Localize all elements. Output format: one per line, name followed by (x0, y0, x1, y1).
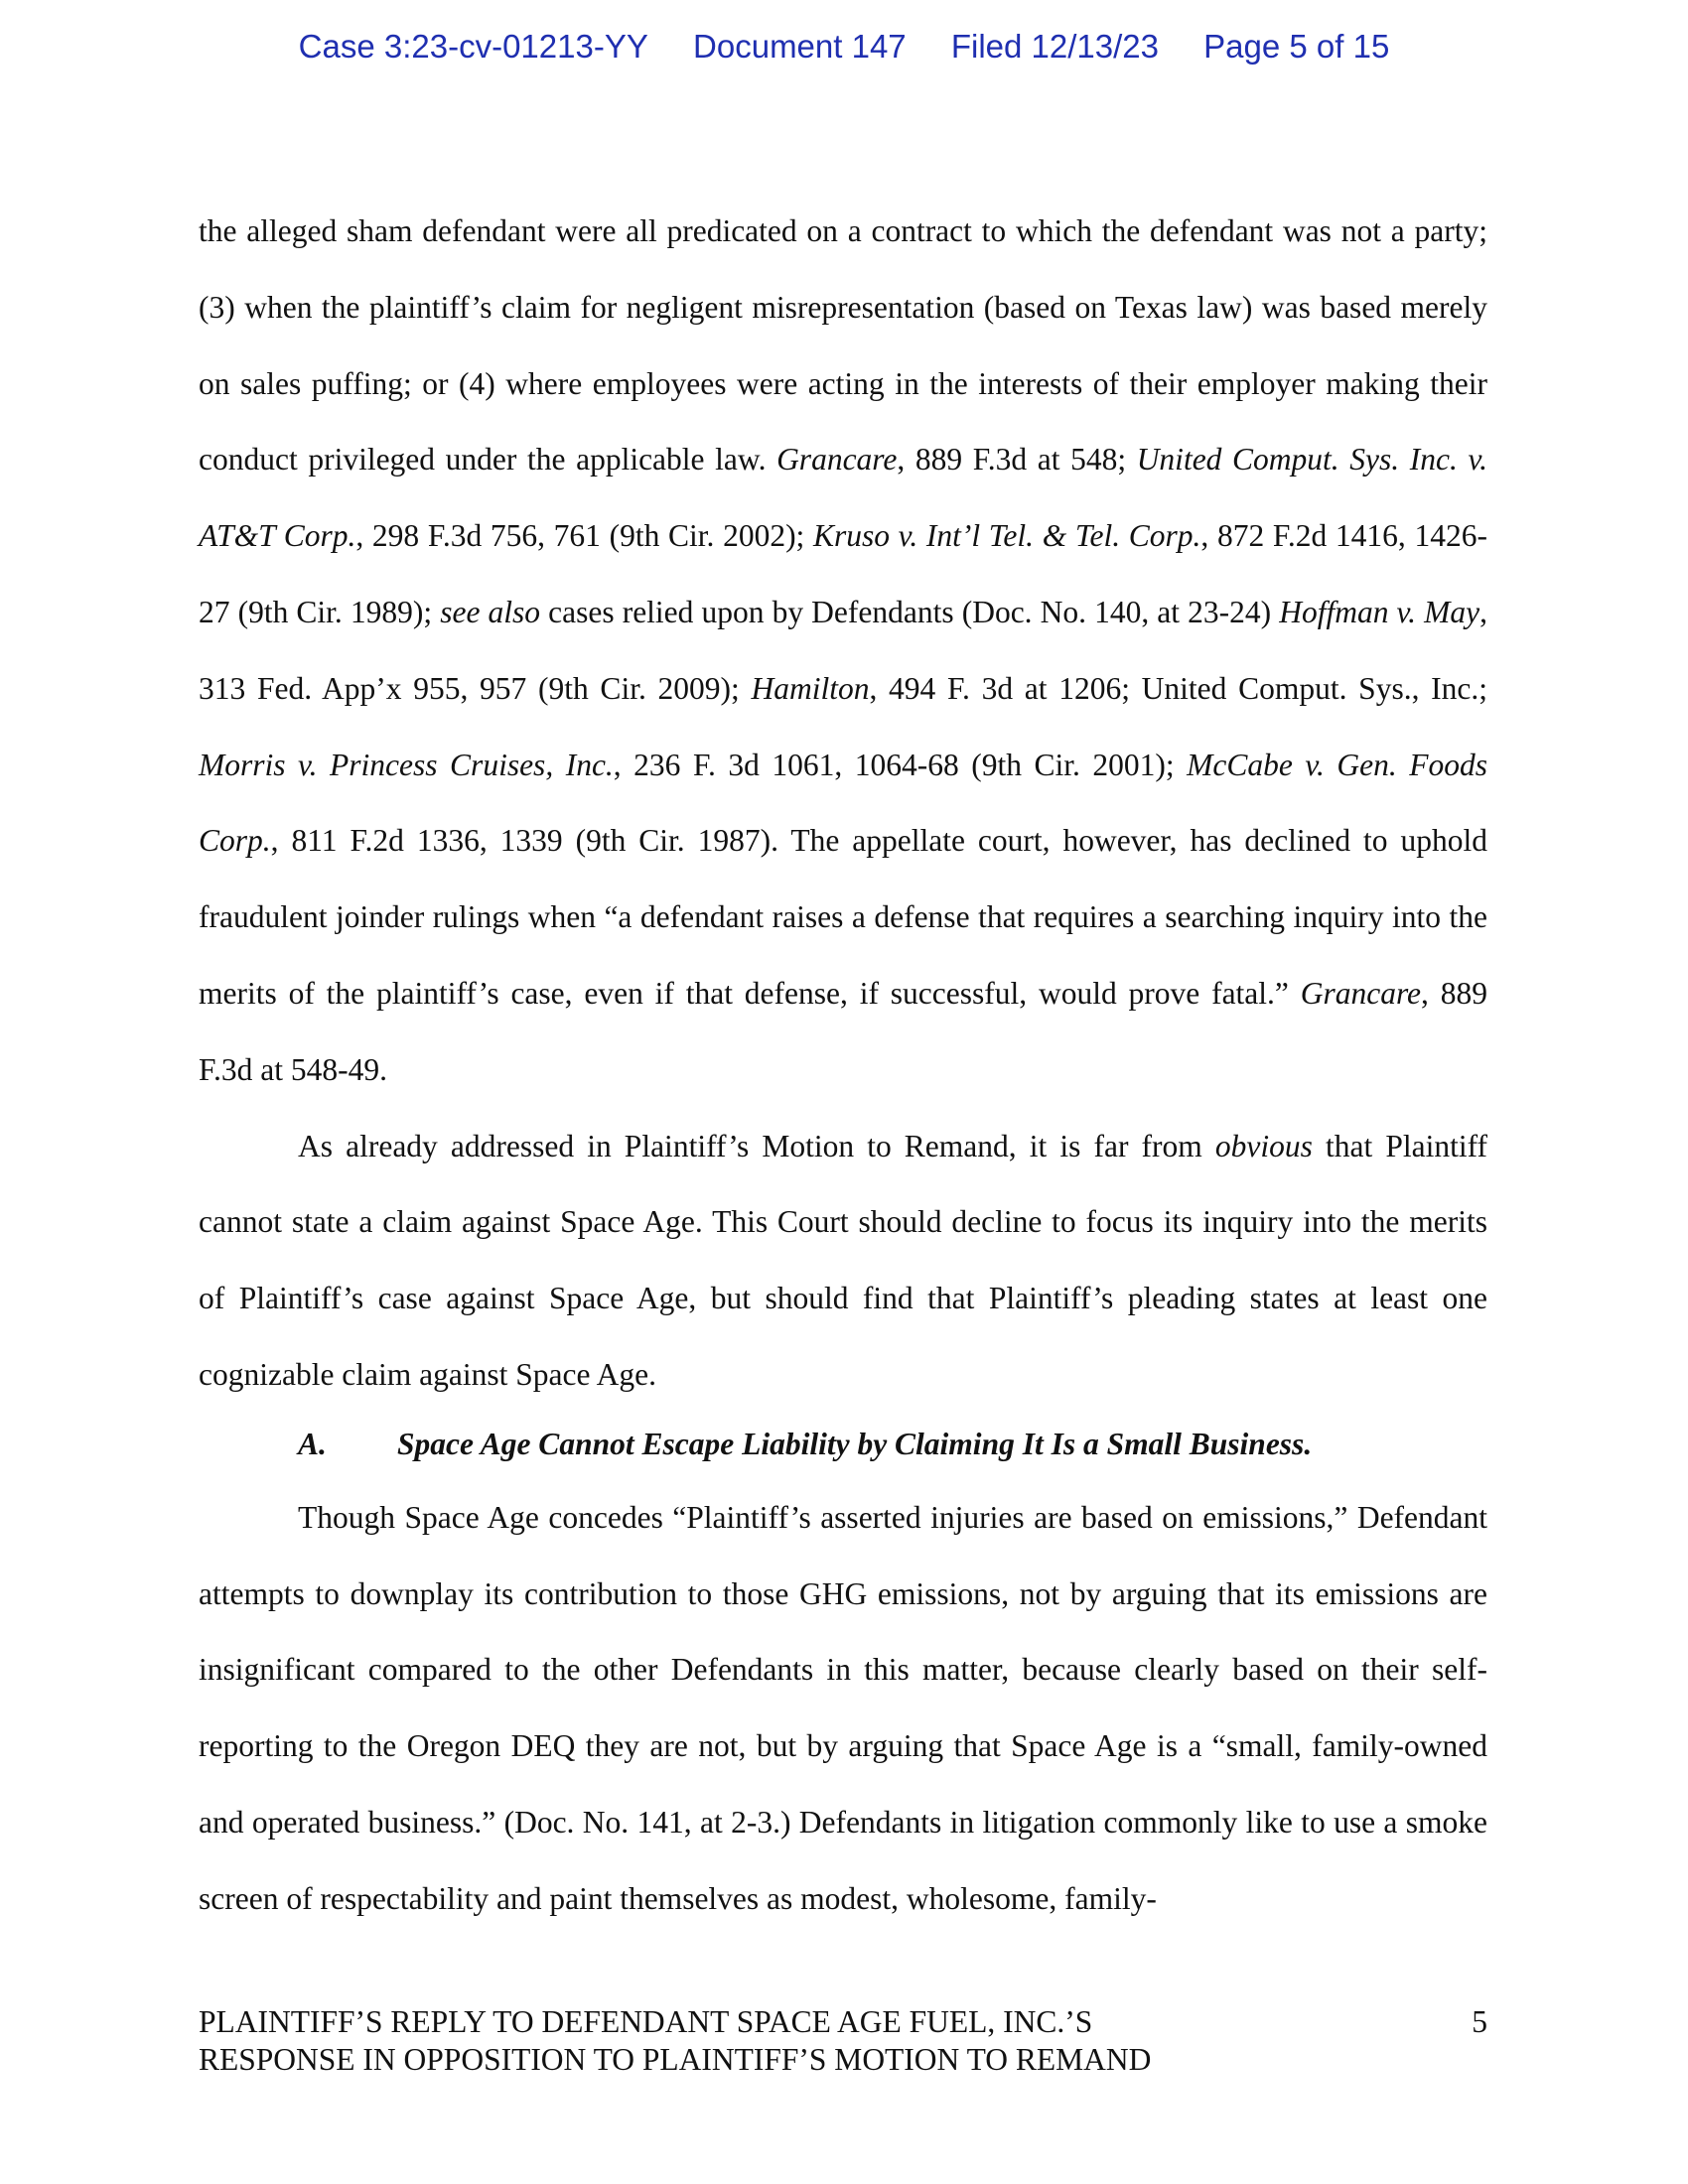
citation-signal: see also (440, 594, 541, 629)
ecf-header (0, 28, 1688, 66)
paragraph: As already addressed in Plaintiff’s Motion to Remand, it is far from obvious that Plaintiff cannot state a claim against Space Age. This Court should decline to focus its inquiry into the merits of Plaintiff’s case against Space Age, but should find that Plaintiff’s pleading states at least one cognizable claim against Space Age. (199, 1128, 1487, 1392)
page-indicator: Page 5 of 15 (1203, 28, 1390, 65)
footer-title-line-2: RESPONSE IN OPPOSITION TO PLAINTIFF’S MOTION TO REMAND (199, 2042, 1152, 2077)
document-number: Document 147 (693, 28, 907, 65)
citation: Grancare (776, 442, 898, 478)
citation: Hamilton (751, 670, 870, 706)
page-number: 5 (1472, 2004, 1487, 2039)
document-body (199, 194, 1487, 1938)
section-letter: A. (298, 1426, 327, 1461)
citation: Hoffman v. May (1279, 594, 1480, 629)
citation: Morris v. Princess Cruises, Inc. (199, 747, 614, 782)
paragraph-continuation: the alleged sham defendant were all predicated on a contract to which the defendant was not a party; (3) when the plaintiff’s claim for negligent misrepresentation (based on Texas law) was based merely on sales puffing; or (4) where employees were acting in the interests of their employer making their conduct privileged under the applicable law. Grancare, 889 F.3d at 548; United Comput. Sys. Inc. v. AT&T Corp., 298 F.3d 756, 761 (9th Cir. 2002); Kruso v. Int’l Tel. & Tel. Corp., 872 F.2d 1416, 1426-27 (9th Cir. 1989); see also cases relied upon by Defendants (Doc. No. 140, at 23-24) Hoffman v. May, 313 Fed. App’x 955, 957 (9th Cir. 2009); Hamilton, 494 F. 3d at 1206; United Comput. Sys., Inc.; Morris v. Princess Cruises, Inc., 236 F. 3d 1061, 1064-68 (9th Cir. 2001); McCabe v. Gen. Foods Corp., 811 F.2d 1336, 1339 (9th Cir. 1987). The appellate court, however, has declined to uphold fraudulent joinder rulings when “a defendant raises a defense that requires a searching inquiry into the merits of the plaintiff’s case, even if that defense, if successful, would prove fatal.” Grancare, 889 F.3d at 548-49. (199, 213, 1488, 1087)
section-title: Space Age Cannot Escape Liability by Claiming It Is a Small Business. (397, 1426, 1313, 1461)
citation: Kruso v. Int’l Tel. & Tel. Corp. (812, 518, 1201, 554)
section-heading (199, 1411, 1487, 1478)
citation: United Comput. Sys. Inc. v. AT&T Corp. (199, 442, 1487, 554)
emphasis: obvious (1214, 1128, 1313, 1163)
page-footer (199, 2003, 1487, 2079)
case-number: Case 3:23-cv-01213-YY (298, 28, 648, 65)
footer-title-line-1: PLAINTIFF’S REPLY TO DEFENDANT SPACE AGE FUEL, INC.’S (199, 2004, 1093, 2039)
citation: McCabe v. Gen. Foods Corp. (199, 747, 1487, 859)
paragraph: Though Space Age concedes “Plaintiff’s asserted injuries are based on emissions,” Defendant attempts to downplay its contribution to those GHG emissions, not by arguing that its emissions are insignificant compared to the other Defendants in this matter, because clearly based on their self-reporting to the Oregon DEQ they are not, but by arguing that Space Age is a “small, family-owned and operated business.” (Doc. No. 141, at 2-3.) Defendants in litigation commonly like to use a smoke screen of respectability and paint themselves as modest, wholesome, family- (199, 1499, 1487, 1916)
filed-date: Filed 12/13/23 (950, 28, 1159, 65)
citation: Grancare (1300, 975, 1422, 1011)
